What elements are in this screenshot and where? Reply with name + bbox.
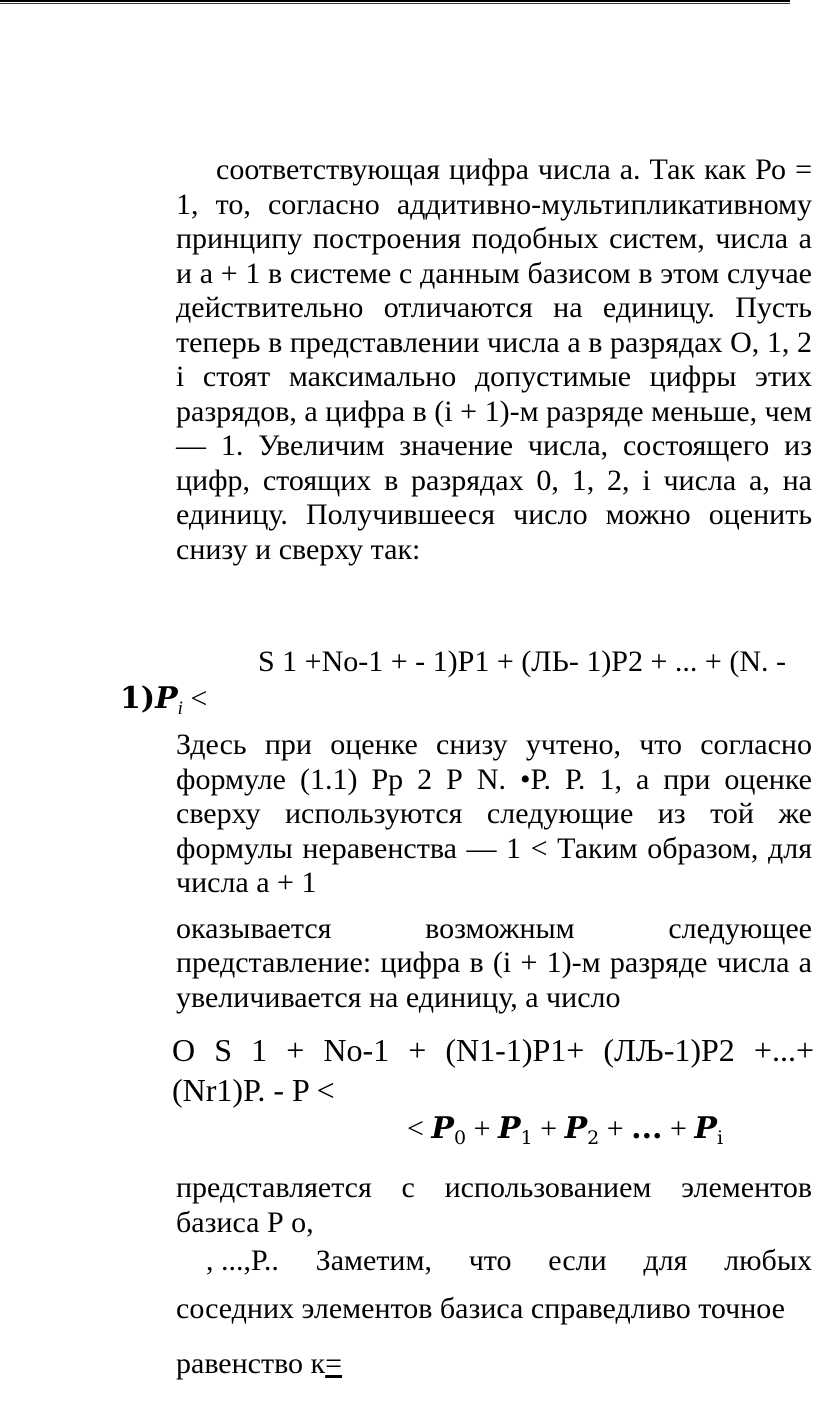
paragraph-5-word-6: любых bbox=[724, 1244, 812, 1277]
paragraph-5-word-1: , ...,Р.. bbox=[206, 1244, 279, 1277]
formula-3-lead: < bbox=[407, 1112, 424, 1145]
formula-1-symbol: P bbox=[155, 681, 178, 716]
paragraph-5-line-3 bbox=[176, 1347, 342, 1381]
paragraph-5-line-3-text: равенство к bbox=[176, 1347, 326, 1380]
paragraph-3-first-line bbox=[176, 912, 812, 946]
formula-3-term-2 bbox=[564, 1111, 600, 1149]
formula-3-term-0-subscript: 0 bbox=[453, 1127, 467, 1149]
formula-3-term-1-symbol: P bbox=[498, 1111, 521, 1146]
formula-1-continuation bbox=[120, 682, 207, 726]
formula-1-prefix: 1) bbox=[120, 681, 156, 716]
paragraph-3-word-1: оказывается bbox=[176, 912, 332, 945]
formula-3-plus-4: + bbox=[670, 1112, 687, 1145]
formula-3-term-2-subscript: 2 bbox=[587, 1127, 600, 1149]
paragraph-5-word-2: Заметим, bbox=[315, 1244, 432, 1277]
paragraph-4: представляется с использованием элементов базиса Р о, bbox=[176, 1171, 812, 1239]
formula-3-term-4-subscript: i bbox=[716, 1127, 724, 1149]
formula-3-term-0 bbox=[431, 1111, 467, 1149]
paragraph-5-word-3: что bbox=[468, 1244, 512, 1277]
paragraph-3-word-3: следующее bbox=[668, 912, 812, 945]
formula-1-main: S 1 +No-1 + - 1)P1 + (ЛЬ- 1)P2 + ... + (N. - bbox=[258, 645, 786, 678]
paragraph-1: соответствующая цифра числа а. Так как Ро = 1, то, согласно аддитивно-мультипликативному принципу построения подобных систем, числа а и а + 1 в системе с данным базисом в этом случае действительно отличаются на единицу. Пусть теперь в представлении числа а в разрядах О, 1, 2 і стоят максимально допустимые цифры этих разрядов, а цифра в (і + 1)-м разряде меньше, чем — 1. Увеличим значение числа, состоящего из цифр, стоящих в разрядах 0, 1, 2, і числа а, на единицу. Получившееся число можно оценить снизу и сверху так: bbox=[176, 153, 812, 566]
formula-3-plus-2: + bbox=[540, 1112, 558, 1145]
formula-3-plus-3: + bbox=[606, 1112, 624, 1145]
paragraph-5-line-2: соседних элементов базиса справедливо точное bbox=[176, 1292, 785, 1325]
formula-2: O S 1 + No-1 + (N1-1)P1+ (ЛЉ-1)P2 +...+ (Nr1)P. - P < bbox=[172, 1032, 814, 1108]
paragraph-2: Здесь при оценке снизу учтено, что согласно формуле (1.1) Рр 2 Р N. •Р. Р. 1, а при оценке сверху используются следующие из той же формулы неравенства — 1 < Таким образом, для числа а + 1 bbox=[176, 728, 812, 899]
formula-3-term-0-symbol: P bbox=[431, 1111, 454, 1146]
paragraph-3-word-2: возможным bbox=[425, 912, 575, 945]
formula-3-term-4 bbox=[694, 1111, 724, 1149]
formula-3-term-1-subscript: 1 bbox=[520, 1127, 533, 1149]
formula-3-term-1 bbox=[498, 1111, 533, 1149]
formula-3-plus-1: + bbox=[473, 1112, 491, 1145]
formula-3-term-2-symbol: P bbox=[564, 1111, 588, 1146]
top-rule bbox=[0, 0, 790, 2]
formula-3-term-3: ... bbox=[631, 1111, 663, 1146]
paragraph-5-first-line bbox=[206, 1244, 812, 1278]
formula-3 bbox=[407, 1112, 723, 1155]
paragraph-5-word-4: если bbox=[548, 1244, 607, 1277]
formula-3-term-4-symbol: P bbox=[694, 1111, 717, 1146]
paragraph-5-word-5: для bbox=[643, 1244, 688, 1277]
paragraph-5-line-3-mark: = bbox=[325, 1347, 343, 1380]
formula-1-subscript: i bbox=[177, 698, 183, 719]
formula-1-relation: < bbox=[190, 682, 208, 715]
paragraph-3-rest: представление: цифра в (і + 1)-м разряде числа а увеличивается на единицу, а число bbox=[176, 946, 812, 1014]
